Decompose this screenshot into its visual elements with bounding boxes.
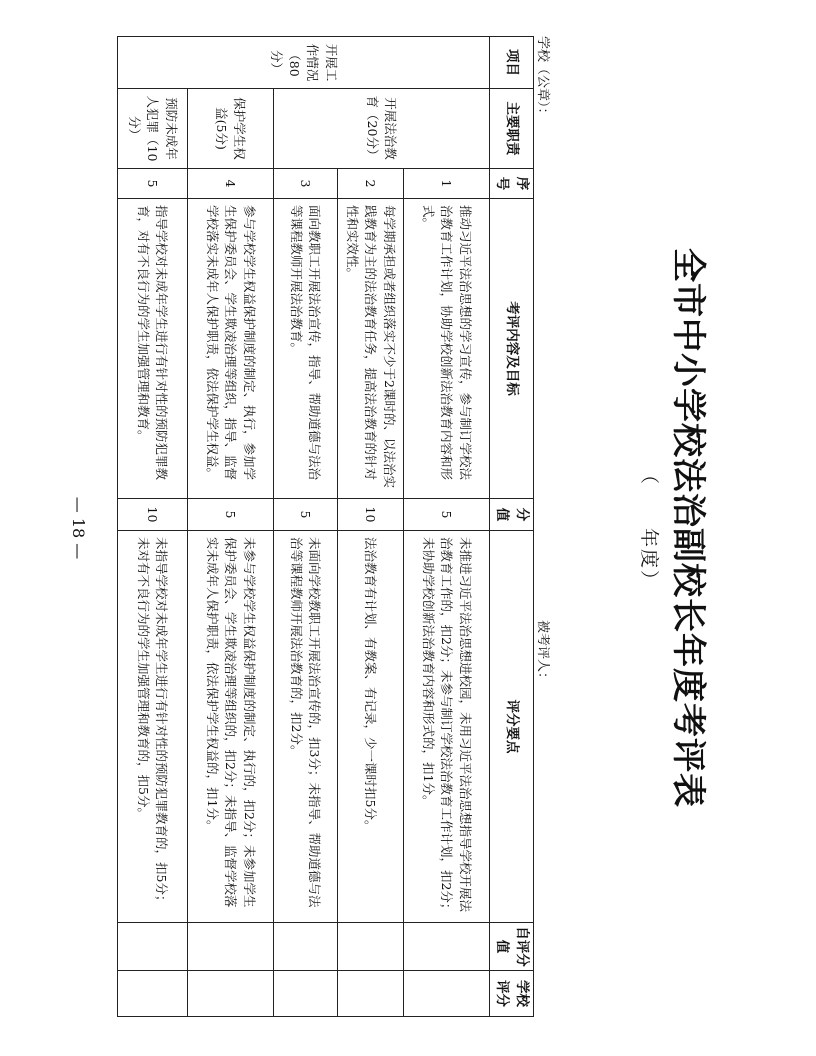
- page-number: — 18 —: [69, 496, 88, 560]
- row-no: 4: [187, 169, 273, 199]
- row-no: 1: [403, 169, 489, 199]
- school-score-cell[interactable]: [273, 971, 337, 1017]
- table-row: [337, 37, 403, 1017]
- header-self-score: 自评分值: [489, 923, 533, 971]
- header-no: 序号: [489, 169, 533, 199]
- table-row: [117, 37, 187, 1017]
- self-score-cell[interactable]: [337, 923, 403, 971]
- header-content: 考评内容及目标: [489, 199, 533, 499]
- year-line: （ 年度）: [638, 464, 660, 591]
- row-criteria: 未指导学校对未成年学生进行有针对性的预防犯罪教育的，扣5分；未对有不良行为的学生加强管理和教育的，扣5分。: [117, 531, 187, 923]
- school-seal-label: 学校（公章）：: [535, 36, 550, 121]
- row-points: 5: [187, 499, 273, 531]
- table-row: [273, 37, 337, 1017]
- duty-law-education: 开展法治教育（20分）: [273, 89, 489, 169]
- header-points: 分值: [489, 499, 533, 531]
- evaluation-table: [117, 36, 534, 1017]
- row-content: 参与学校学生权益保护制度的制定、执行，参加学生保护委员会、学生欺凌治理等组织，指导、监督学校落实未成年人保护职责，依法保护学生权益。: [187, 199, 273, 499]
- self-score-cell[interactable]: [117, 923, 187, 971]
- page-title: 全市中小学校法治副校长年度考评表: [668, 248, 708, 808]
- row-content: 每学期承担或者组织落实不少于2课时的、以法治实践教育为主的法治教育任务，提高法治教育的针对性和实效性。: [337, 199, 403, 499]
- self-score-cell[interactable]: [187, 923, 273, 971]
- row-content: 指导学校对未成年学生进行有针对性的预防犯罪教育，对有不良行为的学生加强管理和教育。: [117, 199, 187, 499]
- row-no: 2: [337, 169, 403, 199]
- duty-student-rights: 保护学生权益(5分): [187, 89, 273, 169]
- school-score-cell[interactable]: [187, 971, 273, 1017]
- row-points: 10: [337, 499, 403, 531]
- row-content: 面向教职工开展法治宣传，指导、帮助道德与法治等课程教师开展法治教育。: [273, 199, 337, 499]
- table-row: [403, 37, 489, 1017]
- self-score-cell[interactable]: [273, 923, 337, 971]
- row-points: 5: [403, 499, 489, 531]
- self-score-cell[interactable]: [403, 923, 489, 971]
- row-points: 5: [273, 499, 337, 531]
- row-criteria: 未参与学校学生权益保护制度的制定、执行的，扣2分；未参加学生保护委员会、学生欺凌治理等组织的，扣2分；未指导、监督学校落实未成年人保护职责，依法保护学生权益的，扣1分。: [187, 531, 273, 923]
- header-school-score: 学校评分: [489, 971, 533, 1017]
- school-score-cell[interactable]: [337, 971, 403, 1017]
- header-criteria: 评分要点: [489, 531, 533, 923]
- header-project: 项目: [489, 37, 533, 89]
- table-row: [187, 37, 273, 1017]
- row-content: 推动习近平法治思想的学习宣传，参与制订学校法治教育工作计划，协助学校创新法治教育内容和形式。: [403, 199, 489, 499]
- assessee-label: 被考评人：: [535, 620, 550, 686]
- row-criteria: 未推进习近平法治思想进校园，未用习近平法治思想指导学校开展法治教育工作的，扣2分；未参与制订学校法治教育工作计划，扣2分；未协助学校创新法治教育内容和形式的，扣1分。: [403, 531, 489, 923]
- table-header-row: [489, 37, 533, 1017]
- duty-crime-prevention: 预防未成年人犯罪（10分）: [117, 89, 187, 169]
- row-criteria: 未面向学校教职工开展法治宣传的，扣3分；未指导、帮助道德与法治等课程教师开展法治教育的，扣2分。: [273, 531, 337, 923]
- school-score-cell[interactable]: [117, 971, 187, 1017]
- school-score-cell[interactable]: [403, 971, 489, 1017]
- project-cell: 开展工作情况（80分）: [117, 37, 489, 89]
- row-points: 10: [117, 499, 187, 531]
- header-duty: 主要职责: [489, 89, 533, 169]
- row-criteria: 法治教育有计划、有教案、有记录，少一课时扣5分。: [337, 531, 403, 923]
- row-no: 3: [273, 169, 337, 199]
- row-no: 5: [117, 169, 187, 199]
